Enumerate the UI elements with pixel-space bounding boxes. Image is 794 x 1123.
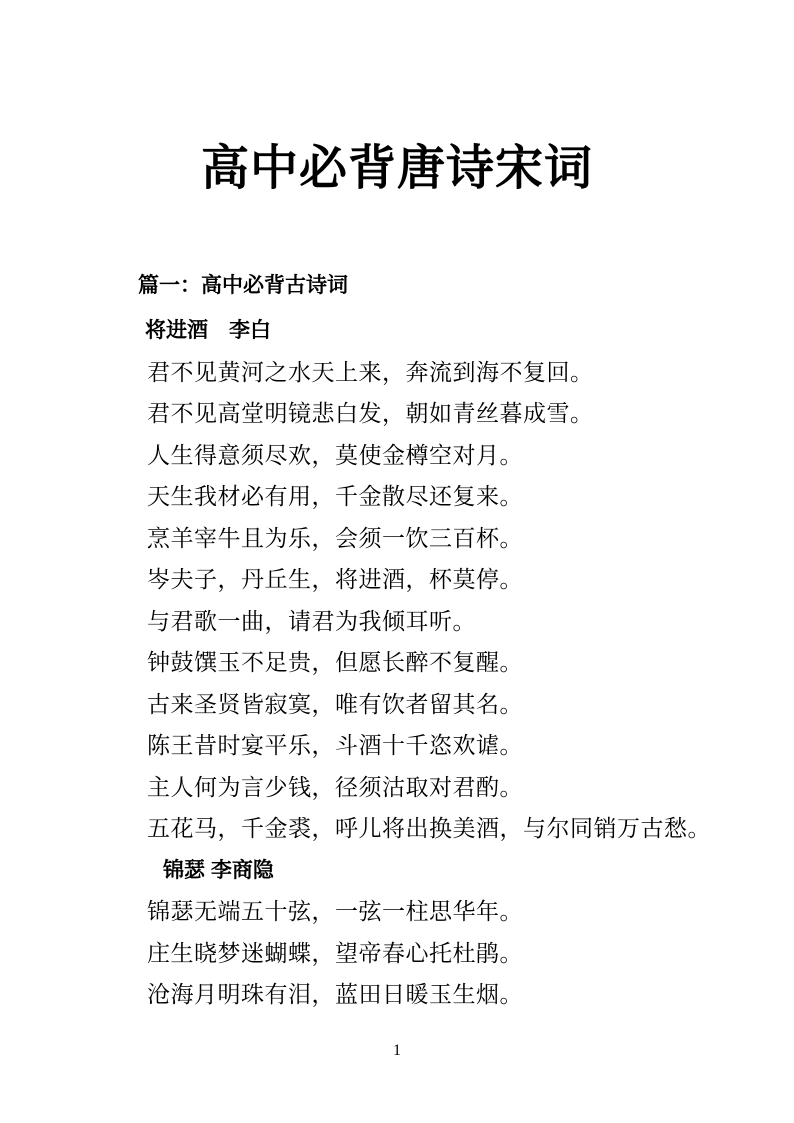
poem-line: 烹羊宰牛且为乐，会须一饮三百杯。 — [147, 525, 523, 551]
poem-line: 五花马，千金裘，呼儿将出换美酒，与尔同销万古愁。 — [147, 816, 711, 842]
poem-line: 庄生晓梦迷蝴蝶，望帝春心托杜鹃。 — [147, 940, 523, 966]
poem-line: 陈王昔时宴平乐，斗酒十千恣欢谑。 — [147, 733, 523, 759]
document-title: 高中必背唐诗宋词 — [200, 142, 593, 195]
poem-line: 天生我材必有用，千金散尽还复来。 — [147, 484, 523, 510]
document-body — [0, 265, 794, 1016]
poem-line: 君不见黄河之水天上来，奔流到海不复回。 — [147, 359, 594, 385]
poem-line: 主人何为言少钱，径须沽取对君酌。 — [147, 774, 523, 800]
poem-line: 锦瑟无端五十弦，一弦一柱思华年。 — [147, 899, 523, 925]
poem-line: 人生得意须尽欢，莫使金樽空对月。 — [147, 442, 523, 468]
poem-line: 钟鼓馔玉不足贵，但愿长醉不复醒。 — [147, 650, 523, 676]
poem-line: 古来圣贤皆寂寞，唯有饮者留其名。 — [147, 691, 523, 717]
section-heading: 篇一：高中必背古诗词 — [138, 273, 348, 297]
poem-title-qiangjinjiu: 将进酒 李白 — [145, 319, 271, 343]
poem-line: 与君歌一曲，请君为我倾耳听。 — [147, 608, 476, 634]
poem-line: 君不见高堂明镜悲白发，朝如青丝暮成雪。 — [147, 401, 594, 427]
poem-title-jinse: 锦瑟 李商隐 — [163, 858, 274, 882]
page-number: 1 — [393, 1041, 401, 1059]
poem-line: 沧海月明珠有泪，蓝田日暖玉生烟。 — [147, 982, 523, 1008]
poem-line: 岑夫子，丹丘生，将进酒，杯莫停。 — [147, 567, 523, 593]
